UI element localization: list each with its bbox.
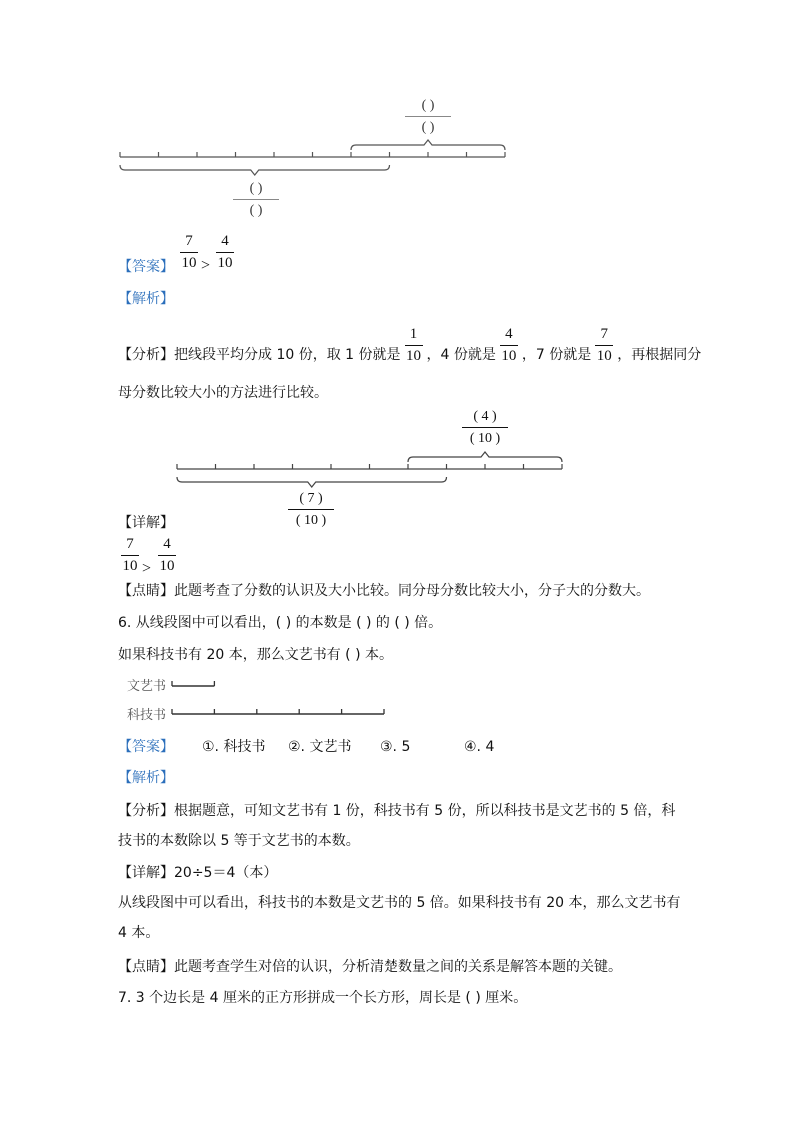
numerator: 4 bbox=[505, 326, 513, 342]
answer-fraction-4-10 bbox=[214, 233, 236, 272]
jiexi-label: 【解析】 bbox=[118, 770, 174, 786]
analysis-text: ，再根据同分 bbox=[617, 347, 702, 363]
filled-fraction-bottom bbox=[288, 491, 334, 528]
numerator: 1 bbox=[409, 326, 418, 342]
fraction-4-10 bbox=[498, 326, 520, 365]
denominator: 10 bbox=[406, 348, 422, 364]
jiexi-label: 【解析】 bbox=[118, 291, 174, 307]
filled-fraction-top bbox=[462, 409, 508, 446]
numerator: 4 bbox=[221, 233, 229, 249]
greater-than-sign: > bbox=[142, 560, 152, 577]
answer-3: ③. 5 bbox=[380, 739, 411, 755]
q6-detail: 【详解】20÷5＝4（本） bbox=[118, 865, 278, 881]
q6-answer-line bbox=[118, 738, 495, 756]
denominator: 10 bbox=[159, 558, 175, 574]
fraction-denominator: ( ) bbox=[421, 120, 435, 135]
fraction-numerator: ( 7 ) bbox=[299, 491, 323, 506]
q6-question-line-1: 6. 从线段图中可以看出，( ) 的本数是 ( ) 的 ( ) 倍。 bbox=[118, 615, 443, 631]
fraction-numerator: ( ) bbox=[249, 181, 263, 196]
q6-detail-3: 4 本。 bbox=[118, 925, 160, 941]
diagram-1-upper-brace bbox=[351, 140, 505, 150]
diagram-2-upper-brace bbox=[408, 452, 562, 462]
q6-analysis-2: 技书的本数除以 5 等于文艺书的本数。 bbox=[118, 833, 360, 849]
fraction-denominator: ( ) bbox=[249, 203, 263, 218]
fraction-1-10 bbox=[403, 326, 425, 365]
diagram-2-lower-brace bbox=[177, 477, 447, 487]
blank-fraction-bottom bbox=[233, 181, 279, 218]
greater-than-sign: > bbox=[201, 257, 211, 274]
detail-label: 【详解】 bbox=[118, 515, 174, 531]
fraction-numerator: ( ) bbox=[421, 98, 435, 113]
denominator: 10 bbox=[122, 558, 138, 574]
blank-fraction-top bbox=[405, 98, 451, 135]
answer-4: ④. 4 bbox=[464, 739, 495, 755]
answer-1: ①. 科技书 bbox=[202, 739, 266, 755]
answer-label: 【答案】 bbox=[118, 739, 174, 755]
denominator: 10 bbox=[596, 348, 612, 364]
numerator: 7 bbox=[185, 233, 193, 249]
numerator: 7 bbox=[600, 326, 608, 342]
denominator: 10 bbox=[501, 348, 517, 364]
fraction-denominator: ( 10 ) bbox=[295, 513, 327, 528]
analysis-line-2: 母分数比较大小的方法进行比较。 bbox=[118, 385, 328, 401]
numerator: 4 bbox=[163, 536, 171, 552]
label-keji: 科技书 bbox=[127, 708, 167, 723]
detail-fraction-7-10 bbox=[119, 536, 141, 575]
numerator: 7 bbox=[126, 536, 134, 552]
dianjing-q5: 【点睛】此题考查了分数的认识及大小比较。同分母分数比较大小，分子大的分数大。 bbox=[118, 583, 650, 599]
analysis-text: ，4 份就是 bbox=[426, 347, 496, 363]
answer-label: 【答案】 bbox=[118, 259, 174, 275]
analysis-line bbox=[118, 326, 701, 365]
q6-detail-2: 从线段图中可以看出，科技书的本数是文艺书的 5 倍。如果科技书有 20 本，那么文艺书有 bbox=[118, 895, 681, 911]
q7-question: 7. 3 个边长是 4 厘米的正方形拼成一个长方形，周长是 ( ) 厘米。 bbox=[118, 990, 528, 1006]
q6-analysis-1: 【分析】根据题意，可知文艺书有 1 份，科技书有 5 份，所以科技书是文艺书的 5 倍，科 bbox=[118, 803, 676, 819]
label-wenyi: 文艺书 bbox=[127, 679, 167, 694]
dianjing-q6: 【点睛】此题考查学生对倍的认识，分析清楚数量之间的关系是解答本题的关键。 bbox=[118, 959, 622, 975]
fraction-numerator: ( 4 ) bbox=[473, 409, 497, 424]
answer-fraction-7-10 bbox=[178, 233, 200, 272]
fraction-7-10 bbox=[593, 326, 615, 365]
analysis-text: 【分析】把线段平均分成 10 份，取 1 份就是 bbox=[118, 347, 401, 363]
answer-2: ②. 文艺书 bbox=[288, 739, 352, 755]
denominator: 10 bbox=[181, 255, 197, 271]
denominator: 10 bbox=[217, 255, 233, 271]
detail-fraction-4-10 bbox=[156, 536, 178, 575]
q6-question-line-2: 如果科技书有 20 本，那么文艺书有 ( ) 本。 bbox=[118, 647, 393, 663]
analysis-text: ，7 份就是 bbox=[521, 347, 592, 363]
diagram-1-lower-brace bbox=[120, 165, 390, 175]
fraction-denominator: ( 10 ) bbox=[469, 431, 501, 446]
